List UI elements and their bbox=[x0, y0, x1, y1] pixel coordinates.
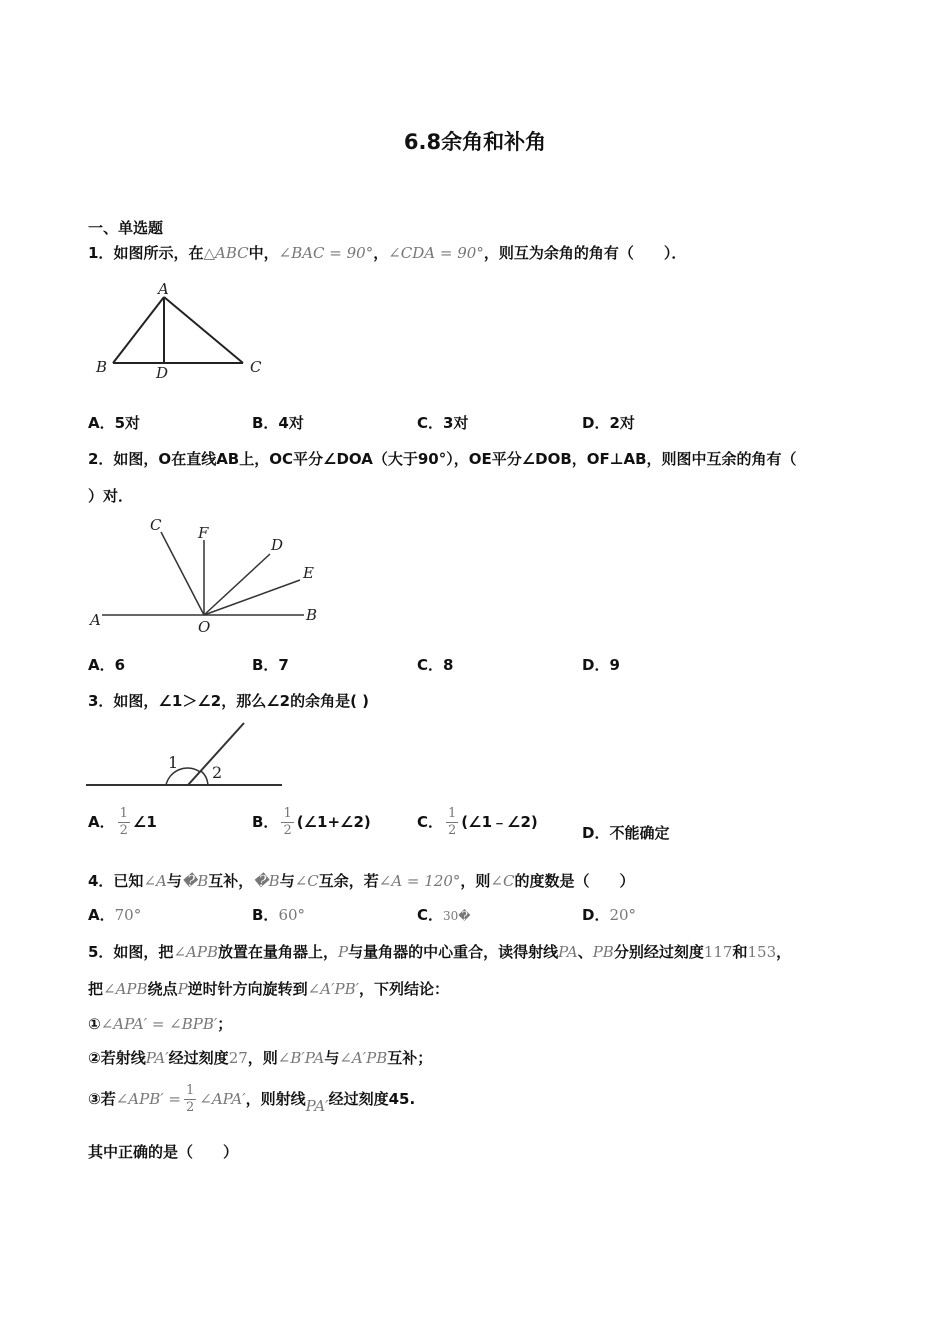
q1-label-a: A bbox=[158, 280, 169, 298]
q4-option-b-label: B． bbox=[252, 906, 279, 924]
q4-option-b-value: 60° bbox=[278, 906, 306, 924]
q5-l4-text-3: ，则 bbox=[247, 1049, 278, 1067]
q1-text-1: 如图所示，在 bbox=[113, 244, 204, 262]
question-3-text: 3．如图，∠1＞∠2，那么∠2的余角是( ) bbox=[88, 692, 370, 710]
q3-option-b-denominator: 2 bbox=[283, 823, 292, 838]
q5-l4-text-2: 经过刻度 bbox=[168, 1049, 229, 1067]
q5-l4-math-2: 27 bbox=[228, 1049, 248, 1067]
question-5-prompt: 其中正确的是（ ） bbox=[88, 1143, 239, 1161]
q5-l3-text-2: ； bbox=[217, 1015, 233, 1033]
q5-l1-math-1: ∠APB bbox=[173, 943, 218, 961]
q2-label-o: O bbox=[198, 618, 211, 635]
q3-option-a-numerator: 1 bbox=[119, 806, 128, 821]
q1-option-d[interactable]: D．2对 bbox=[582, 414, 635, 432]
q5-l1-math-4: PB bbox=[592, 943, 614, 961]
q2-label-c: C bbox=[150, 516, 162, 534]
q5-l2-text-4: ，下列结论： bbox=[359, 980, 450, 998]
q3-option-a-denominator: 2 bbox=[119, 823, 128, 838]
q4-text-3: 互补， bbox=[208, 872, 254, 890]
q2-label-b: B bbox=[306, 606, 318, 624]
q5-l1-math-6: 153 bbox=[747, 943, 777, 961]
q5-l5-numerator: 1 bbox=[185, 1083, 195, 1098]
q5-l4-math-3: ∠B′PA bbox=[277, 1049, 325, 1067]
q3-option-b-label: B． bbox=[252, 813, 279, 831]
q4-text-7: 的度数是（ ） bbox=[514, 872, 635, 890]
q2-option-a[interactable]: A．6 bbox=[88, 656, 126, 674]
q5-l1-text-7: ， bbox=[776, 943, 792, 961]
q3-option-c-numerator: 1 bbox=[448, 806, 457, 821]
q4-option-c-label: C． bbox=[417, 906, 444, 924]
question-1-text bbox=[88, 242, 686, 263]
question-4-text bbox=[88, 870, 634, 891]
q4-option-d[interactable] bbox=[582, 904, 636, 925]
q1-label-d: D bbox=[156, 364, 169, 382]
q5-l1-math-5: 117 bbox=[703, 943, 733, 961]
q4-math-1: ∠A bbox=[143, 872, 167, 890]
q1-text-2: 中， bbox=[248, 244, 279, 262]
q2-option-b[interactable]: B．7 bbox=[252, 656, 289, 674]
q3-option-b-numerator: 1 bbox=[283, 806, 292, 821]
q5-l4-math-4: ∠A′PB bbox=[339, 1049, 388, 1067]
q5-l1-text-1: 5．如图，把 bbox=[88, 943, 174, 961]
q4-text-1: 4．已知 bbox=[88, 872, 144, 890]
q3-option-c-fraction bbox=[446, 806, 458, 839]
q5-l2-text-2: 绕点 bbox=[147, 980, 178, 998]
q5-l5-math-2: ∠APA′ bbox=[199, 1090, 246, 1108]
q1-triangle-figure bbox=[88, 278, 278, 383]
q4-math-3: �B bbox=[253, 872, 280, 890]
q2-option-d[interactable]: D．9 bbox=[582, 656, 620, 674]
q1-number: 1． bbox=[88, 244, 114, 262]
q4-math-6: ∠C bbox=[490, 872, 515, 890]
q5-l5-denominator: 2 bbox=[185, 1100, 195, 1115]
q1-math-2: ∠BAC = 90° bbox=[278, 244, 374, 262]
q3-option-a[interactable] bbox=[88, 806, 157, 839]
question-2-line-1: 2．如图，O在直线AB上，OC平分∠DOA（大于90°），OE平分∠DOB，OF⊥AB，则图中互余的角有（ bbox=[88, 450, 797, 468]
q5-l3-text-1: ① bbox=[88, 1015, 101, 1033]
q2-label-f: F bbox=[198, 524, 209, 542]
q4-option-c[interactable] bbox=[417, 904, 471, 925]
q3-label-angle-2: 2 bbox=[212, 763, 223, 782]
question-2-line-2: ）对． bbox=[88, 487, 134, 505]
q3-option-b-fraction bbox=[281, 806, 293, 839]
q3-option-c-expression: (∠1﹣∠2) bbox=[461, 813, 538, 831]
q1-text-4: ，则互为余角的角有（ ）． bbox=[483, 244, 687, 262]
q4-option-a[interactable] bbox=[88, 904, 141, 925]
q5-l1-text-2: 放置在量角器上， bbox=[217, 943, 338, 961]
q4-option-a-value: 70° bbox=[114, 906, 142, 924]
q5-l4-text-5: 互补； bbox=[387, 1049, 433, 1067]
question-5-line-2 bbox=[88, 978, 449, 999]
q4-math-4: ∠C bbox=[294, 872, 319, 890]
q5-l2-math-1: ∠APB bbox=[103, 980, 148, 998]
q2-rays-figure bbox=[86, 510, 326, 635]
q3-option-b-expression: (∠1+∠2) bbox=[296, 813, 371, 831]
q5-l1-text-6: 和 bbox=[732, 943, 748, 961]
q5-l1-math-2: P bbox=[338, 943, 349, 961]
q1-math-1: △ABC bbox=[203, 244, 249, 262]
q3-option-d[interactable]: D．不能确定 bbox=[582, 824, 670, 842]
q1-text-3: ， bbox=[373, 244, 389, 262]
q4-text-5: 互余，若 bbox=[318, 872, 379, 890]
q4-option-d-value: 20° bbox=[609, 906, 637, 924]
q5-l5-text-3: 经过刻度45. bbox=[328, 1090, 416, 1108]
q1-math-3: ∠CDA = 90° bbox=[388, 244, 484, 262]
q3-label-angle-1: 1 bbox=[168, 753, 179, 772]
q3-option-a-expression: ∠1 bbox=[132, 813, 157, 831]
q4-option-c-value: 30� bbox=[443, 909, 471, 923]
q5-l4-text-1: ②若射线 bbox=[88, 1049, 146, 1067]
q5-l2-math-3: ∠A′PB′ bbox=[307, 980, 359, 998]
question-5-statement-2 bbox=[88, 1047, 432, 1068]
q4-option-a-label: A． bbox=[88, 906, 115, 924]
q4-math-2: �B bbox=[181, 872, 209, 890]
q2-label-d: D bbox=[271, 536, 284, 554]
q4-option-d-label: D． bbox=[582, 906, 610, 924]
q5-l1-text-3: 与量角器的中心重合，读得射线 bbox=[348, 943, 559, 961]
q5-l2-math-2: P bbox=[177, 980, 188, 998]
q2-label-a: A bbox=[90, 611, 101, 629]
q4-text-6: ，则 bbox=[460, 872, 491, 890]
q5-l4-text-4: 与 bbox=[324, 1049, 340, 1067]
q5-l2-text-3: 逆时针方向旋转到 bbox=[187, 980, 308, 998]
q3-option-a-label: A． bbox=[88, 813, 115, 831]
q5-l2-text-1: 把 bbox=[88, 980, 104, 998]
q3-option-c[interactable] bbox=[417, 806, 538, 839]
q5-l5-text-1: ③若 bbox=[88, 1090, 116, 1108]
q5-l1-math-3: PA bbox=[558, 943, 578, 961]
q3-option-c-denominator: 2 bbox=[448, 823, 457, 838]
q5-l5-fraction bbox=[184, 1083, 196, 1116]
q3-option-c-label: C． bbox=[417, 813, 444, 831]
q3-angle-figure bbox=[84, 716, 289, 792]
q5-l5-text-2: ，则射线 bbox=[245, 1090, 306, 1108]
q4-option-b[interactable] bbox=[252, 904, 305, 925]
q5-l3-math-1: ∠APA′ = ∠BPB′ bbox=[100, 1015, 218, 1033]
q5-l1-text-5: 分别经过刻度 bbox=[613, 943, 704, 961]
q4-text-4: 与 bbox=[279, 872, 295, 890]
q4-text-2: 与 bbox=[166, 872, 182, 890]
q3-option-a-fraction bbox=[118, 806, 130, 839]
q2-option-c[interactable]: C．8 bbox=[417, 656, 454, 674]
q1-option-a[interactable]: A．5对 bbox=[88, 414, 141, 432]
question-5-statement-3 bbox=[88, 1083, 415, 1116]
q1-label-b: B bbox=[96, 358, 108, 376]
question-5-line-1 bbox=[88, 941, 791, 962]
q1-option-b[interactable]: B．4对 bbox=[252, 414, 304, 432]
q1-label-c: C bbox=[250, 358, 262, 376]
q5-l1-text-4: 、 bbox=[577, 943, 593, 961]
q2-label-e: E bbox=[303, 564, 314, 582]
page-title: 6.8余角和补角 bbox=[403, 130, 547, 154]
q1-option-c[interactable]: C．3对 bbox=[417, 414, 469, 432]
q5-l5-math-3: PA′ bbox=[305, 1097, 329, 1115]
section-heading: 一、单选题 bbox=[88, 219, 164, 237]
q3-option-b[interactable] bbox=[252, 806, 371, 839]
q5-l4-math-1: PA′ bbox=[145, 1049, 169, 1067]
q5-l5-math-1: ∠APB′ = bbox=[115, 1090, 181, 1108]
q4-math-5: ∠A = 120° bbox=[378, 872, 461, 890]
question-5-statement-1 bbox=[88, 1013, 232, 1034]
